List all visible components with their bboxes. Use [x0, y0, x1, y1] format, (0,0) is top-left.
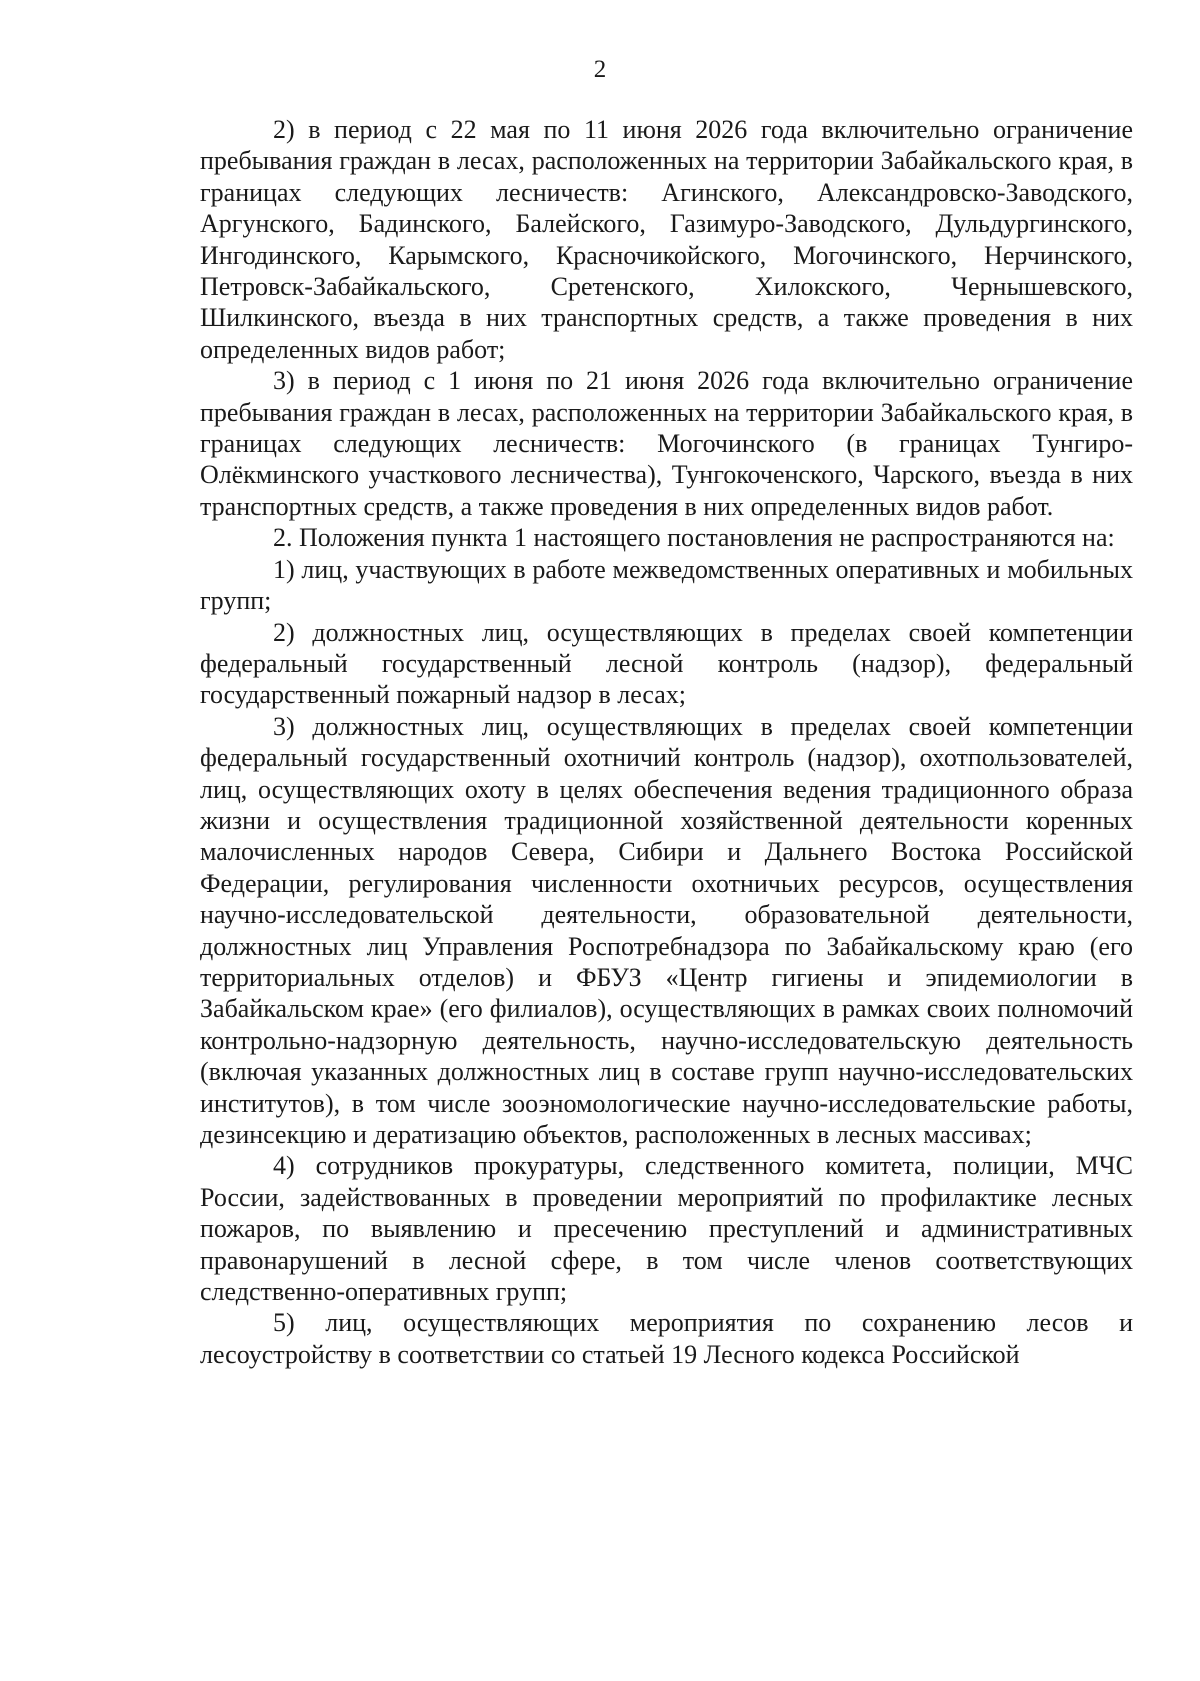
- paragraph-exception-1: 1) лиц, участвующих в работе межведомственных оперативных и мобильных групп;: [200, 554, 1133, 616]
- paragraph-exception-2: 2) должностных лиц, осуществляющих в пределах своей компетенции федеральный государственный лесной контроль (надзор), федеральный государственный пожарный надзор в лесах;: [200, 617, 1133, 710]
- paragraph-exception-3: 3) должностных лиц, осуществляющих в пределах своей компетенции федеральный государственный охотничий контроль (надзор), охотпользователей, лиц, осуществляющих охоту в целях обеспечения ведения традиционного образа жизни и осуществления традиционной хозяйственной деятельности коренных малочисленных народов Севера, Сибири и Дальнего Востока Российской Федерации, регулирования численности охотничьих ресурсов, осуществления научно-исследовательской деятельности, образовательной деятельности, должностных лиц Управления Роспотребнадзора по Забайкальскому краю (его территориальных отделов) и ФБУЗ «Центр гигиены и эпидемиологии в Забайкальском крае» (его филиалов), осуществляющих в рамках своих полномочий контрольно-надзорную деятельность, научно-исследовательскую деятельность (включая указанных должностных лиц в составе групп научно-исследовательских институтов), в том числе зооэномологические научно-исследовательские работы, дезинсекцию и дератизацию объектов, расположенных в лесных массивах;: [200, 711, 1133, 1149]
- paragraph-exception-5: 5) лиц, осуществляющих мероприятия по сохранению лесов и лесоустройству в соответствии со статьей 19 Лесного кодекса Российской: [200, 1308, 1133, 1369]
- document-body: [200, 114, 1133, 1370]
- paragraph-item-2-subpoint-2: 2) в период с 22 мая по 11 июня 2026 года включительно ограничение пребывания граждан в лесах, расположенных на территории Забайкальского края, в границах следующих лесничеств: Агинского, Александровско-Заводского, Аргунского, Бадинского, Балейского, Газимуро-Заводского, Дульдургинского, Ингодинского, Карымского, Красночикойского, Могочинского, Нерчинского, Петровск-Забайкальского, Сретенского, Хилокского, Чернышевского, Шилкинского, въезда в них транспортных средств, а также проведения в них определенных видов работ;: [200, 115, 1133, 364]
- paragraph-item-2-subpoint-3: 3) в период с 1 июня по 21 июня 2026 года включительно ограничение пребывания граждан в лесах, расположенных на территории Забайкальского края, в границах следующих лесничеств: Могочинского (в границах Тунгиро-Олёкминского участкового лесничества), Тунгокоченского, Чарского, въезда в них транспортных средств, а также проведения в них определенных видов работ.: [200, 366, 1133, 521]
- paragraph-exception-4: 4) сотрудников прокуратуры, следственного комитета, полиции, МЧС России, задействованных в проведении мероприятий по профилактике лесных пожаров, по выявлению и пресечению преступлений и административных правонарушений в лесной сфере, в том числе членов соответствующих следственно-оперативных групп;: [200, 1151, 1133, 1307]
- paragraph-section-2-intro: 2. Положения пункта 1 настоящего постановления не распространяются на:: [273, 523, 1115, 553]
- page-number: 2: [593, 56, 607, 83]
